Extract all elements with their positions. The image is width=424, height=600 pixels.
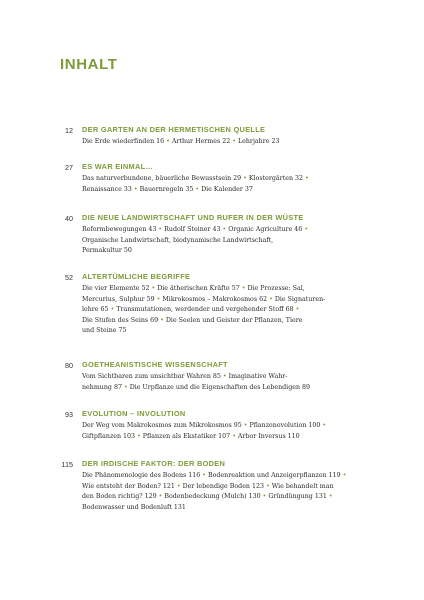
bullet-separator: •: [262, 493, 267, 501]
toc-entry-line: und Steine 75: [82, 327, 127, 335]
bullet-separator: •: [342, 472, 347, 479]
toc-page-number: 27: [65, 163, 73, 172]
toc-entry-line: Die Erde wiederfinden 16 • Arthur Hermes 22 • Lehrjahre 23: [82, 138, 280, 145]
toc-section-title: ALTERTÜMLICHE BEGRIFFE: [82, 272, 191, 281]
bullet-separator: •: [166, 138, 170, 145]
bullet-separator: •: [160, 316, 164, 324]
toc-entry-line: Permakultur 50: [82, 247, 132, 255]
toc-entry-line: Bodenwasser und Bodenluft 131: [82, 503, 186, 511]
toc-entry-line: Die Stufen des Seins 69 • Die Seelen und Geister der Pflanzen, Tiere: [82, 316, 303, 324]
bullet-separator: •: [158, 226, 163, 233]
bullet-separator: •: [222, 226, 227, 233]
bullet-separator: •: [266, 482, 270, 490]
toc-section-title: DIE NEUE LANDWIRTSCHAFT UND RUFER IN DER WÜSTE: [82, 213, 304, 222]
toc-entry-line: Die Phänomenologie des Bodens 116 • Bodenreaktion und Anzeigerpflanzen 119 •: [82, 472, 347, 479]
toc-entry-line: Der Weg vom Makrokosmos zum Mikrokosmos 95 • Pflanzenevolution 100 •: [82, 422, 327, 429]
toc-page-number: 80: [65, 361, 73, 370]
toc-section-title: DER IRDISCHE FAKTOR: DER BODEN: [82, 459, 226, 468]
toc-page-number: 12: [65, 126, 73, 135]
toc-page-number: 40: [65, 214, 73, 223]
bullet-separator: •: [304, 226, 309, 233]
bullet-separator: •: [322, 422, 327, 429]
toc-entry-line: Reformbewegungen 43 • Rudolf Steiner 43 • Organic Agriculture 46 •: [82, 226, 309, 233]
toc-entry-line: nehmung 87 • Die Urpflanze und die Eigenschaften des Lebendigen 89: [82, 383, 311, 391]
toc-entry-line: Die vier Elemente 52 • Die ätherischen Kräfte 57 • Die Prozesse: Sal,: [82, 285, 305, 292]
toc-section-title: DER GARTEN AN DER HERMETISCHEN QUELLE: [82, 125, 266, 134]
bullet-separator: •: [176, 482, 181, 490]
bullet-separator: •: [133, 185, 138, 193]
toc-entry-line: Organische Landwirtschaft, biodynamische Landwirtschaft,: [82, 236, 274, 244]
page-title: INHALT: [60, 56, 118, 73]
bullet-separator: •: [328, 493, 333, 501]
bullet-separator: •: [158, 493, 163, 501]
bullet-separator: •: [241, 285, 246, 292]
toc-entry-line: Mercurius, Sulphur 59 • Mikrokosmos – Makrokosmos 62 • Die Signaturen-: [82, 295, 326, 303]
bullet-separator: •: [305, 175, 309, 182]
toc-entry-line: Das naturverbundene, bäuerliche Bewusstsein 29 • Klostergärten 32 •: [82, 175, 309, 182]
toc-entry-line: den Boden richtig? 129 • Bodenbedeckung (Mulch) 130 • Gründüngung 131 •: [82, 493, 333, 501]
toc-entry-line: Vom Sichtbaren zum unsichtbar Wahren 85 • Imaginative Wahr-: [82, 373, 288, 380]
bullet-separator: •: [202, 472, 206, 479]
toc-entry-line: Wie entsteht der Boden? 121 • Der lebendige Boden 123 • Wie behandelt man: [82, 482, 334, 490]
bullet-separator: •: [232, 432, 236, 440]
toc-entry-line: Renaissance 33 • Bauernregeln 35 • Die Kalender 37: [82, 185, 253, 193]
toc-section-title: GOETHEANISTISCHE WISSENSCHAFT: [82, 360, 228, 369]
bullet-separator: •: [123, 383, 128, 391]
bullet-separator: •: [156, 295, 161, 303]
bullet-separator: •: [151, 285, 156, 292]
bullet-separator: •: [137, 432, 141, 440]
bullet-separator: •: [269, 295, 273, 303]
toc-page-number: 93: [65, 410, 73, 419]
toc-section-title: EVOLUTION – INVOLUTION: [82, 409, 186, 418]
toc-page-number: 115: [61, 460, 73, 469]
bullet-separator: •: [232, 138, 236, 145]
bullet-separator: •: [243, 422, 248, 429]
bullet-separator: •: [222, 373, 227, 380]
toc-entry-line: Giftpflanzen 103 • Pflanzen als Ekstatiker 107 • Arbor Inversus 110: [82, 432, 300, 440]
toc-page-number: 52: [65, 273, 73, 282]
bullet-separator: •: [243, 175, 247, 182]
bullet-separator: •: [110, 306, 115, 314]
toc-section-title: ES WAR EINMAL…: [82, 162, 154, 171]
toc-entry-line: lehre 65 • Transmutationen, werdender und vergehender Stoff 68 •: [82, 306, 300, 314]
bullet-separator: •: [295, 306, 300, 314]
bullet-separator: •: [195, 185, 200, 193]
